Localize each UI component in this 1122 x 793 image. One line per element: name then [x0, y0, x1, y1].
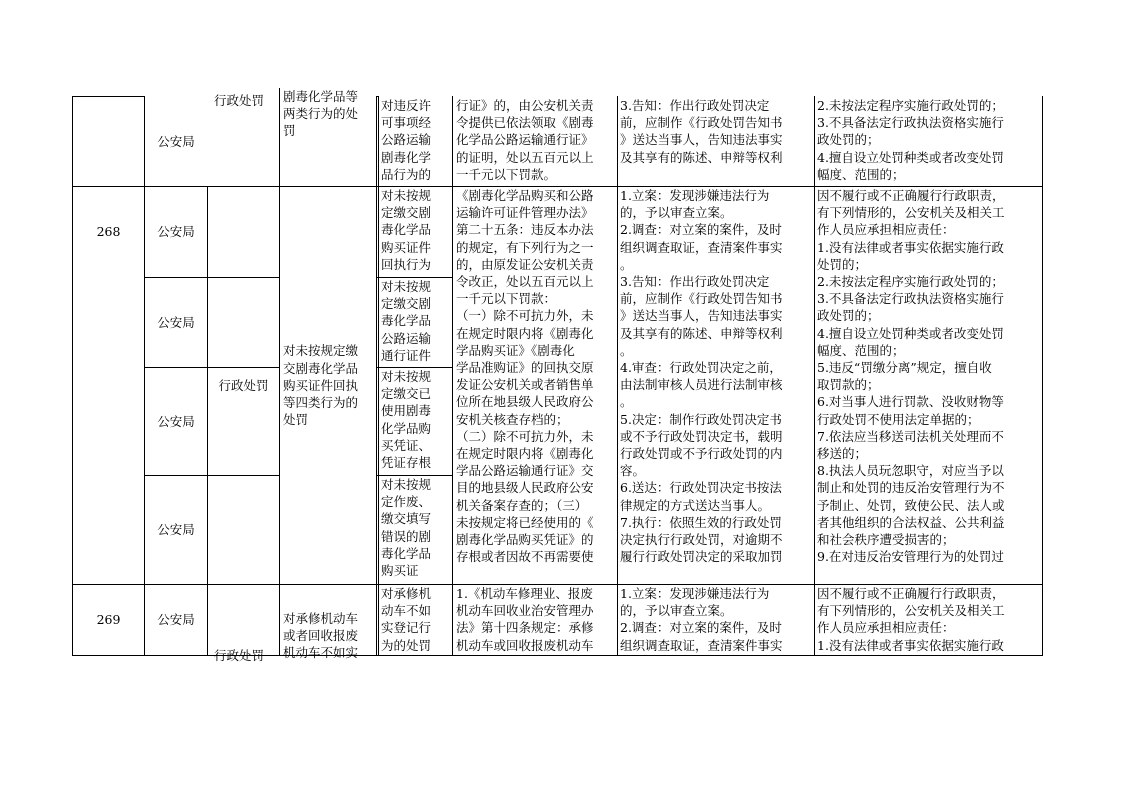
agency-text: 公安局 [157, 612, 195, 628]
item-cell [280, 187, 376, 584]
basis-cell [453, 187, 617, 584]
basis-text: 1.《机动车修理业、报废 机动车回收业治安管理办 法》第十四条规定：承修 机动车或回收报废机动车 [456, 586, 594, 653]
agency-text: 公安局 [157, 133, 195, 149]
sub-item-cell [379, 476, 452, 584]
sub-item-text: 对未按规 定作废、 缴交填写 错误的剧 毒化学品 购买证 [381, 477, 432, 579]
category-text: 行政处罚 [214, 648, 265, 663]
item-text: 对未按规定缴 交剧毒化学品 购买证件回执 等四类行为的 处罚 [283, 343, 359, 428]
liability-text: 因不履行或不正确履行行政职责， 有下列情形的，公安机关及相关工 作人员应承担相应责任： 1.没有法律或者事实依据实施行政 [817, 586, 1005, 653]
row-number: 269 [96, 612, 121, 628]
liability-cell [815, 187, 1042, 584]
sub-item-cell [379, 278, 452, 367]
category-text: 行政处罚 [214, 93, 265, 108]
liability-text: 因不履行或不正确履行行政职责， 有下列情形的，公安机关及相关工 作人员应承担相应责任： 1.没有法律或者事实依据实施行政 处罚的； 2.未按法定程序实施行政处罚的； 3.不具备法定行政执法资格实施行 政处罚的； 4.擅自设立处罚种类或者改变处罚 幅度、范围的； 5.违反“罚缴分离”规定，擅自收 取罚款的； 6.对当事人进行罚款、没收财物等 行政处罚不使用法定单据的； 7.依法应当移送司法机关处理而不 移送的； 8.执法人员玩忽职守，对应当予以 制止和处罚的违反治安管理行为不 予制止、处罚，致使公民、法人或 者其他组织的合法权益、公共利益 和社会秩序遭受损害的； 9.在对违反治安管理行为的处罚过 [817, 188, 1005, 565]
agency-cell [145, 187, 207, 277]
row-number-cell [73, 187, 144, 277]
procedure-cell [618, 97, 814, 186]
grid-line [72, 96, 73, 656]
category-cell [208, 187, 279, 584]
sub-item-text: 对承修机 动车不如 实登记行 为的处罚 [381, 586, 432, 653]
procedure-cell [618, 187, 814, 584]
sub-item-text: 对未按规 定缴交剧 毒化学品 购买证件 回执行为 [381, 188, 432, 272]
category-cell [208, 585, 279, 663]
row-number-cell [73, 585, 144, 655]
sub-item-text: 对未按规 定缴交剧 毒化学品 公路运输 通行证件 [381, 279, 432, 363]
grid-line [1042, 96, 1043, 656]
sub-item-cell [379, 585, 452, 655]
agency-cell [145, 476, 207, 584]
basis-cell [453, 585, 617, 655]
agency-text: 公安局 [157, 413, 195, 429]
category-text: 行政处罚 [218, 377, 269, 393]
basis-text: 《剧毒化学品购买和公路 运输许可证件管理办法》 第二十五条：违反本办法 的规定，有下列行为之一 的，由原发证公安机关责 令改正，处以五百元以上 一千元以下罚款： （一）除不可抗力外，未 在规定时限内将《剧毒化 学品购买证》《剧毒化 学品准购证》的回执交原 发证公安机关或者销售单 位所在地县级人民政府公 安机关核查存档的； （二）除不可抗力外，未 在规定时限内将《剧毒化 学品公路运输通行证》交 目的地县级人民政府公安 机关备案存查的；（三） 未按规定将已经使用的《 剧毒化学品购买凭证》的 存根或者因故不再需要使 [456, 188, 594, 565]
agency-text: 公安局 [157, 522, 195, 538]
agency-cell [145, 278, 207, 367]
procedure-text: 1.立案：发现涉嫌违法行为 的，予以审查立案。 2.调查：对立案的案件，及时 组织调查取证，查清案件事实 [620, 586, 783, 653]
sub-item-cell [379, 97, 452, 186]
procedure-cell [618, 585, 814, 655]
sub-item-text: 对未按规 定缴交已 使用剧毒 化学品购 买凭证、 凭证存根 [381, 369, 432, 471]
sub-item-text: 对违反许 可事项经 公路运输 剧毒化学 品行为的 [381, 98, 432, 182]
sub-item-cell [379, 187, 452, 277]
basis-cell [453, 97, 617, 186]
grid-line [376, 96, 377, 656]
agency-text: 公安局 [157, 314, 195, 330]
agency-cell [145, 368, 207, 475]
item-cell [280, 585, 376, 661]
item-text: 剧毒化学品等 两类行为的处 罚 [283, 89, 359, 139]
liability-text: 2.未按法定程序实施行政处罚的； 3.不具备法定行政执法资格实施行 政处罚的； 4.擅自设立处罚种类或者改变处罚 幅度、范围的； [817, 98, 1004, 182]
liability-cell [815, 585, 1042, 655]
grid-line [72, 96, 144, 97]
category-cell [210, 84, 278, 114]
procedure-text: 3.告知：作出行政处罚决定 前，应制作《行政处罚告知书 》送达当事人，告知违法事实 及其享有的陈述、申辩等权利 [620, 98, 783, 165]
agency-cell [145, 585, 207, 655]
agency-cell [145, 97, 207, 186]
item-cell [280, 88, 376, 186]
liability-cell [815, 97, 1042, 186]
item-text: 对承修机动车 或者回收报废 机动车不如实 [283, 611, 359, 661]
procedure-text: 1.立案：发现涉嫌违法行为 的，予以审查立案。 2.调查：对立案的案件，及时 组织调查取证，查清案件事实 。 3.告知：作出行政处罚决定 前，应制作《行政处罚告知书 》送达当事人，告知违法事实 及其享有的陈述、申辩等权利 。 4.审查：行政处罚决定之前， 由法制审核人员进行法制审核 。 5.决定：制作行政处罚决定书 或不予行政处罚决定书，载明 行政处罚或不予行政处罚的内 容。 6.送达：行政处罚决定书按法 律规定的方式送达当事人。 7.执行：依照生效的行政处罚 决定执行行政处罚，对逾期不 履行行政处罚决定的采取加罚 [620, 188, 783, 565]
sub-item-cell [379, 368, 452, 475]
agency-text: 公安局 [157, 224, 195, 240]
basis-text: 行证》的，由公安机关责 令提供已依法领取《剧毒 化学品公路运输通行证》 的证明，处以五百元以上 一千元以下罚款。 [456, 98, 594, 182]
row-number: 268 [96, 224, 121, 240]
